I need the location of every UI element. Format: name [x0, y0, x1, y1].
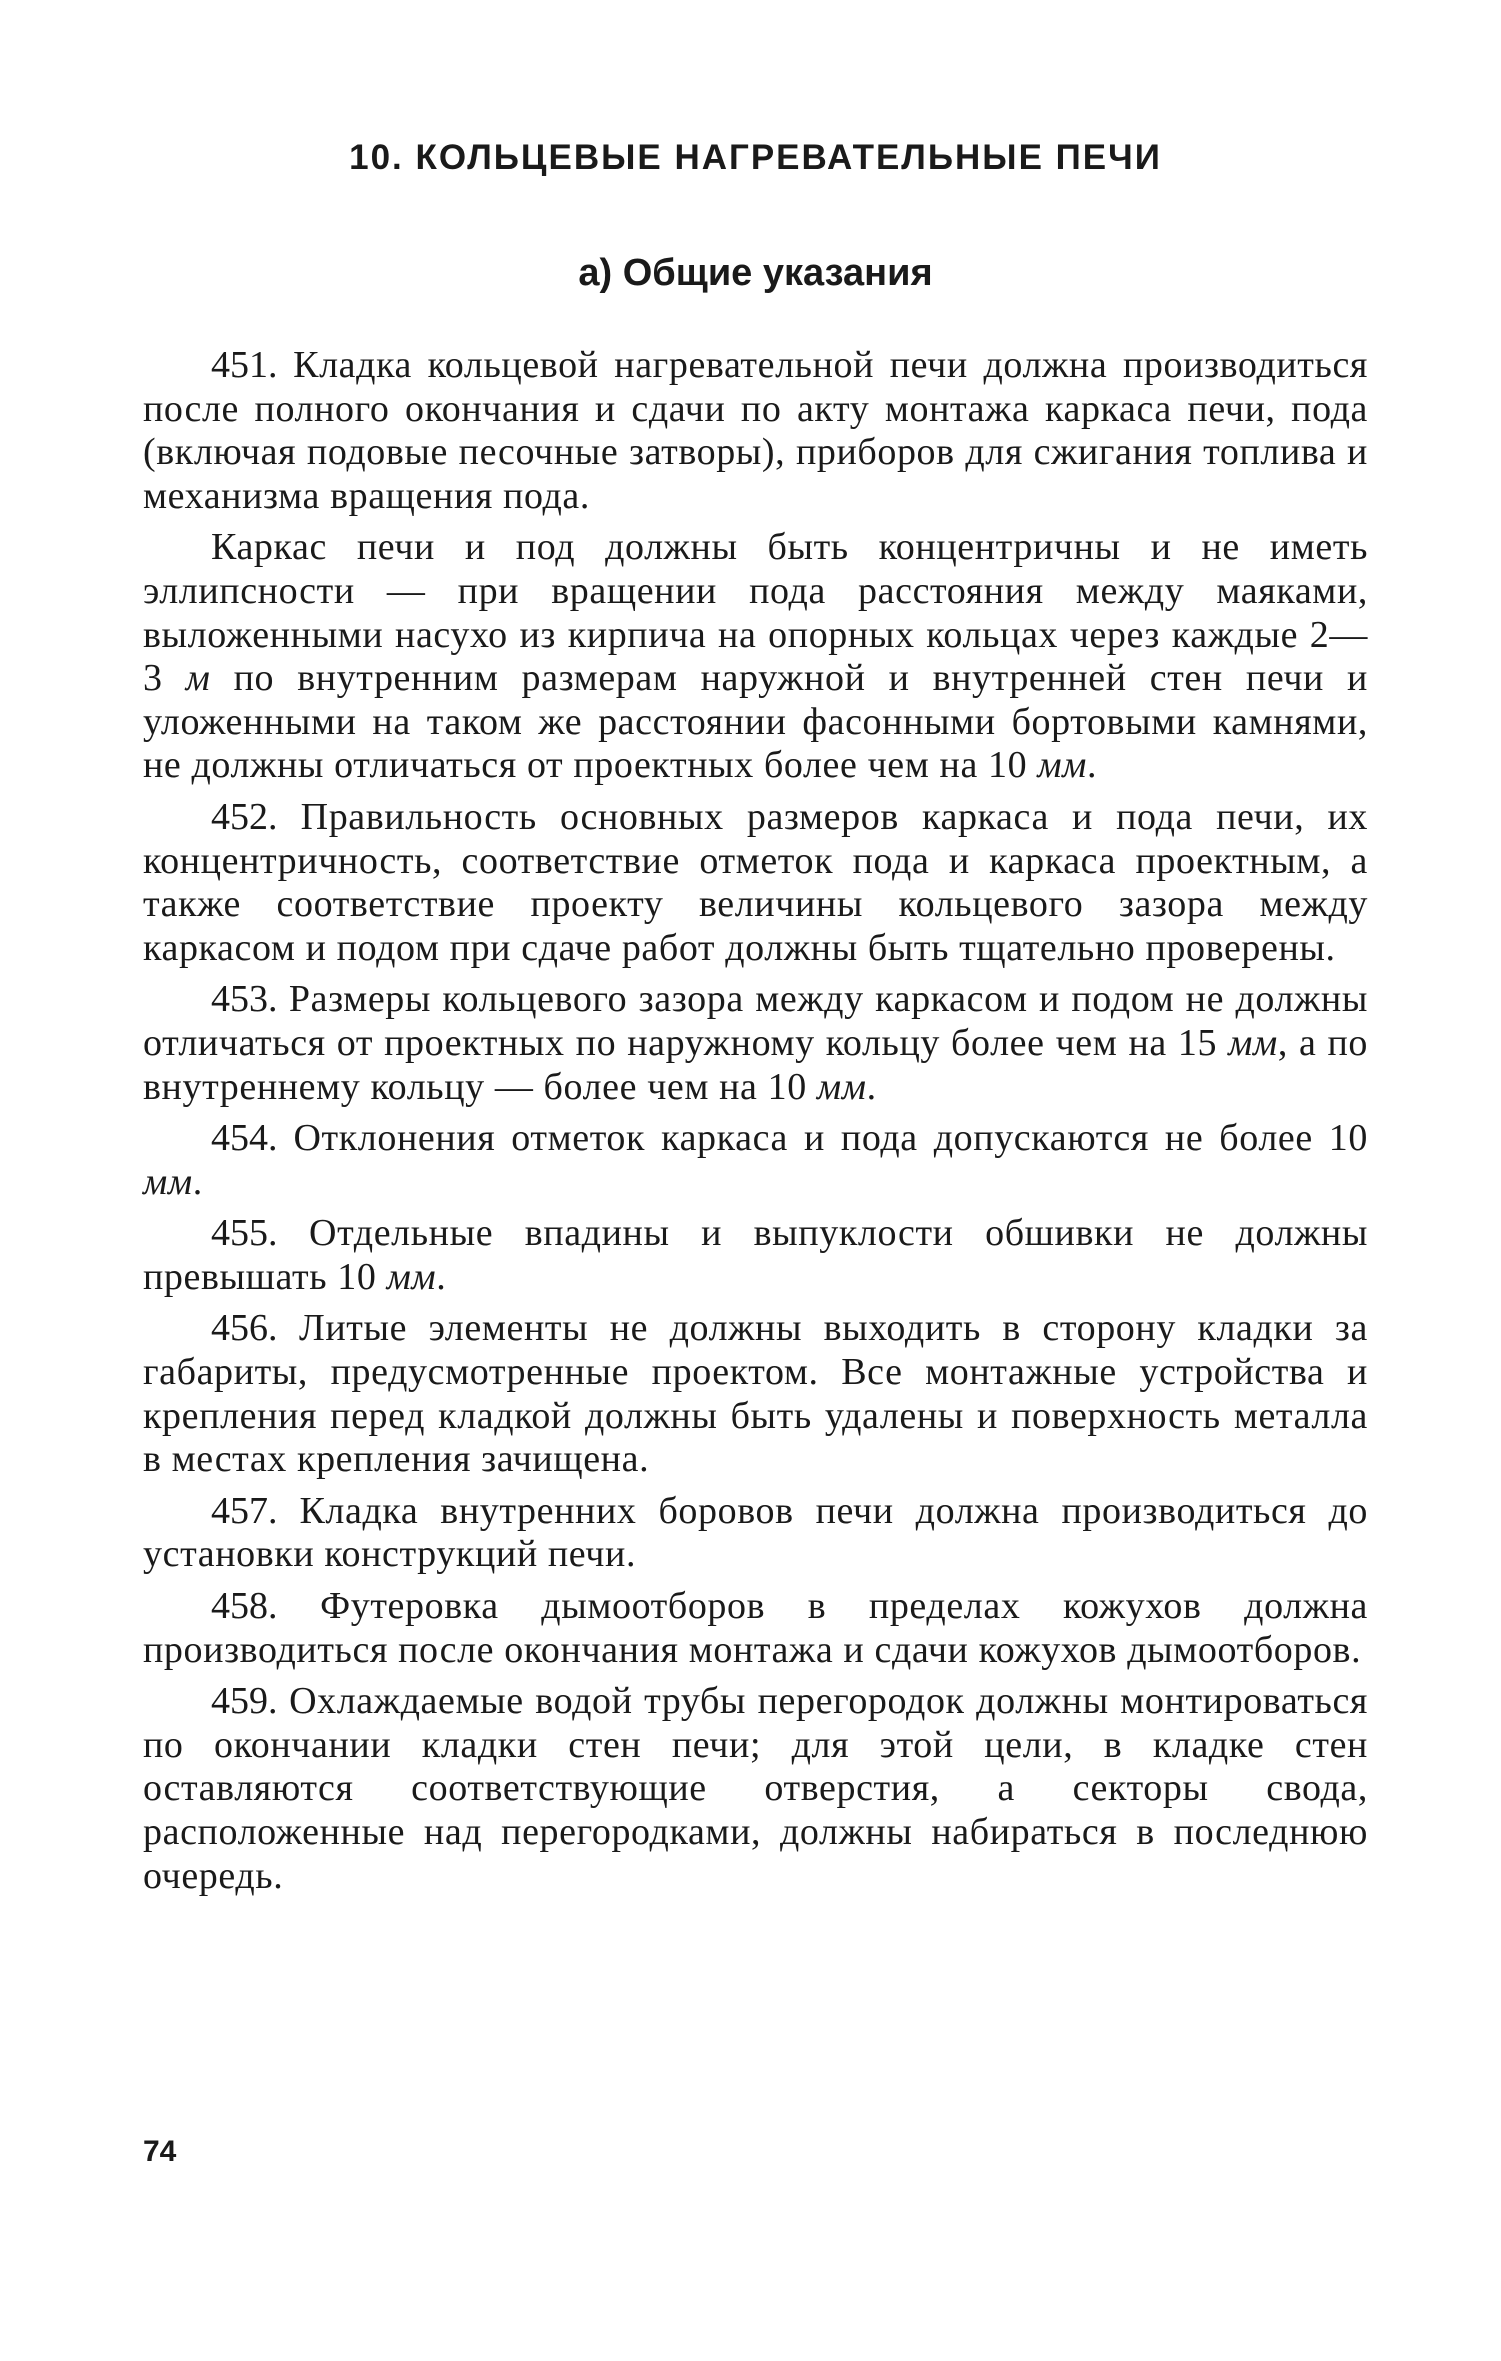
page-number: 74 — [143, 2135, 177, 2168]
paragraph-456 — [143, 1307, 1368, 1481]
book-page — [143, 0, 1368, 2361]
paragraph-455 — [143, 1212, 1368, 1299]
paragraph-text: Кладка кольцевой нагревательной печи должна производиться после полного окончания и сдачи по акту монтажа каркаса печи, пода (включая подовые песочные затворы), приборов для сжигания топлива и механизма вращения пода. — [143, 344, 1368, 517]
paragraph-number: 453. — [211, 978, 278, 1021]
paragraph-text: Отдельные впадины и выпуклости обшивки не должны превышать 10 мм. — [143, 1212, 1368, 1298]
paragraph-number: 452. — [211, 795, 278, 838]
paragraph-text: Литые элементы не должны выходить в сторону кладки за габариты, предусмотренные проектом. Все монтажные устройства и крепления перед кладкой должны быть удалены и поверхность металла в местах крепления зачищена. — [143, 1307, 1368, 1481]
paragraph-number: 451. — [211, 344, 278, 386]
paragraph-453 — [143, 978, 1368, 1109]
paragraph-452 — [143, 796, 1368, 970]
paragraph-number: 456. — [211, 1307, 278, 1350]
section-title: 10. КОЛЬЦЕВЫЕ НАГРЕВАТЕЛЬНЫЕ ПЕЧИ — [349, 138, 1162, 177]
paragraph-458 — [143, 1585, 1368, 1672]
paragraph-457 — [143, 1490, 1368, 1577]
subsection-title: а) Общие указания — [578, 252, 933, 294]
paragraph-text: Отклонения отметок каркаса и пода допускаются не более 10 мм. — [143, 1117, 1368, 1203]
paragraph-number: 458. — [211, 1585, 278, 1628]
paragraph-451 — [143, 344, 1368, 518]
paragraph-text: Каркас печи и под должны быть концентричны и не иметь эллипсности — при вращении пода расстояния между маяками, выложенными насухо из кирпича на опорных кольцах через каждые 2—3 м по внутренним размерам наружной и внутренней стен печи и уложенными на таком же расстоянии фасонными бортовыми камнями, не должны отличаться от проектных более чем на 10 мм. — [143, 526, 1368, 787]
paragraph-text: Правильность основных размеров каркаса и пода печи, их концентричность, соответствие отметок пода и каркаса проектным, а также соответствие проекту величины кольцевого зазора между каркасом и подом при сдаче работ должны быть тщательно проверены. — [143, 795, 1368, 969]
body-text — [143, 344, 1368, 1906]
paragraph-text: Футеровка дымоотборов в пределах кожухов должна производиться после окончания монтажа и сдачи кожухов дымоотборов. — [143, 1585, 1368, 1671]
paragraph-text: Кладка внутренних боровов печи должна производиться до установки конструкций печи. — [143, 1489, 1368, 1576]
paragraph-number: 457. — [211, 1489, 278, 1532]
paragraph-451-continued — [143, 526, 1368, 788]
paragraph-454 — [143, 1117, 1368, 1204]
paragraph-459 — [143, 1680, 1368, 1898]
paragraph-number: 459. — [211, 1680, 278, 1723]
paragraph-number: 454. — [211, 1117, 278, 1160]
paragraph-text: Размеры кольцевого зазора между каркасом и подом не должны отличаться от проектных по наружному кольцу более чем на 15 мм, а по внутреннему кольцу — более чем на 10 мм. — [143, 978, 1368, 1108]
paragraph-text: Охлаждаемые водой трубы перегородок должны монтироваться по окончании кладки стен печи; для этой цели, в кладке стен оставляются соответствующие отверстия, а секторы свода, расположенные над перегородками, должны набираться в последнюю очередь. — [143, 1680, 1368, 1897]
paragraph-number: 455. — [211, 1212, 278, 1255]
